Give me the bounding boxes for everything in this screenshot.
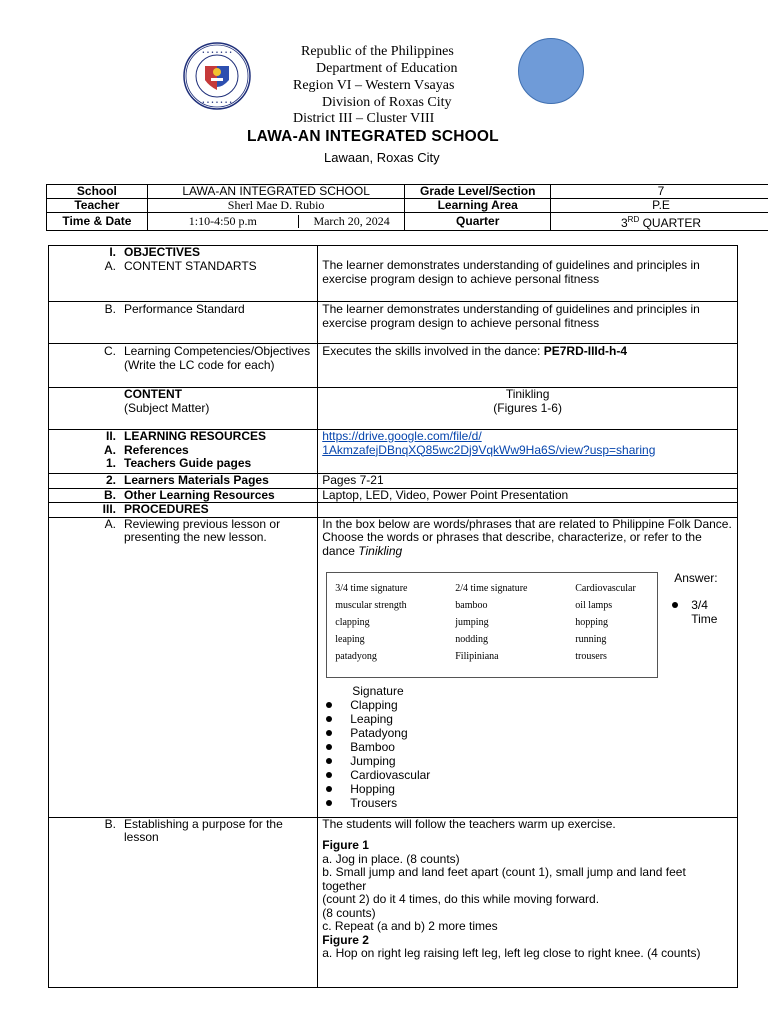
learning-resources-heading: LEARNING RESOURCES [124, 429, 267, 443]
bullet-icon [326, 758, 332, 764]
bullet-icon [326, 702, 332, 708]
content-standards-label: CONTENT STANDARTS [124, 258, 257, 273]
answer-label: Answer: [674, 571, 718, 585]
learning-area-label: Learning Area [405, 199, 551, 213]
objectives-number: I. [109, 245, 116, 259]
row-performance-standard: B. Performance Standard The learner demonstrates understanding of guidelines and principles in exercise program design to achieve personal fitness [49, 302, 738, 344]
content-standards-text: The learner demonstrates understanding of guidelines and principles in exercise program design to achieve personal fitness [322, 258, 700, 286]
logo-placeholder-circle [518, 38, 584, 104]
purpose-intro: The students will follow the teachers warm up exercise. [322, 816, 616, 831]
figure-2-title: Figure 2 [322, 932, 369, 947]
bullet-icon [326, 730, 332, 736]
word-box-item: leaping [335, 634, 365, 645]
figure-1-step-a: a. Jog in place. (8 counts) [322, 851, 460, 866]
bullet-icon [326, 772, 332, 778]
word-box-item: hopping [575, 617, 609, 628]
quarter-value: 3RD QUARTER [551, 213, 768, 231]
word-box-item: bamboo [455, 600, 488, 611]
word-box-item: oil lamps [575, 600, 613, 611]
word-box-item: 2/4 time signature [455, 583, 528, 594]
row-competencies: C. Learning Competencies/Objectives (Write the LC code for each) Executes the skills involved in the dance: PE7RD-IIId-h-4 [49, 344, 738, 388]
time-date-value [147, 213, 405, 231]
header-line-division: Division of Roxas City [322, 95, 452, 110]
svg-text:• • • • • • •: • • • • • • • [201, 50, 233, 56]
header-line-republic: Republic of the Philippines [301, 44, 454, 59]
word-box-item: Cardiovascular [575, 583, 636, 594]
bullet-icon [326, 716, 332, 722]
row-reviewing: A. Reviewing previous lesson or presenting the new lesson. In the box below are words/phrases that are related to Philippine Folk Dance. Choose the words or phrases that describe, characterize, or refer to the dance Tinikling 3/4 time signature 2/4 time signature Cardiovascular muscular strength bamboo oil lamps clapping jumping hopping leaping nodding running patadyong Filipiniana trousers Answer: 3/4 Time Signature Clapping Leaping Patadyong Bamboo Jumping Cardiovascular Hopping Trousers [49, 517, 738, 817]
lesson-info-table [46, 184, 768, 231]
answer-bullets [322, 698, 733, 810]
figure-1-title: Figure 1 [322, 838, 369, 852]
time-date-label: Time & Date [47, 213, 148, 231]
row-learning-resources: II. LEARNING RESOURCES A. References 1. Teachers Guide pages https://drive.google.com/file/d/ 1AkmzafejDBnqXQ85wc2Dj9VqkWw9Ha6S/view?usp=sharing [49, 430, 738, 474]
row-learners-materials: 2. Learners Materials Pages Pages 7-21 [49, 474, 738, 489]
objectives-heading: OBJECTIVES [124, 245, 201, 259]
answer-list [322, 684, 733, 698]
subject-matter-label: (Subject Matter) [124, 400, 210, 415]
row-content [49, 388, 738, 430]
word-box-item: trousers [575, 651, 607, 662]
answer-item: Jumping [326, 754, 733, 768]
word-box-item: running [575, 634, 607, 645]
content-figures: (Figures 1-6) [493, 400, 562, 415]
teachers-guide-label: Teachers Guide pages [124, 456, 252, 470]
row-establishing-purpose: B. Establishing a purpose for the lesson The students will follow the teachers warm up exercise. Figure 1 a. Jog in place. (8 counts) b. Small jump and land feet apart (count 1), small jump and land feet together (count 2) do it 4 times, do this while moving forward. (8 counts) c. Repeat (a and b) 2 more times Figure 2 a. Hop on right leg raising left leg, left leg close to right knee. (4 counts) [49, 817, 738, 987]
word-box [326, 572, 658, 678]
reviewing-label: Reviewing previous lesson or presenting the new lesson. [124, 516, 281, 544]
word-box-item: muscular strength [335, 600, 407, 611]
lesson-plan-table [48, 245, 738, 988]
school-title: LAWA-AN INTEGRATED SCHOOL [247, 128, 499, 145]
lc-code: PE7RD-IIId-h-4 [543, 344, 628, 358]
learners-materials-label: Learners Materials Pages [124, 473, 269, 487]
references-label: References [124, 442, 189, 457]
deped-seal-icon [183, 42, 251, 110]
answer-item: Leaping [326, 712, 733, 726]
word-box-item: patadyong [335, 651, 377, 662]
bullet-icon [326, 744, 332, 750]
grade-value: 7 [551, 185, 768, 199]
resource-link[interactable]: https://drive.google.com/file/d/ 1AkmzafejDBnqXQ85wc2Dj9VqkWw9Ha6S/view?usp=sharing [322, 429, 656, 457]
other-resources-value: Laptop, LED, Video, Power Point Presentation [318, 488, 738, 503]
grade-label: Grade Level/Section [405, 185, 551, 199]
row-other-resources: B. Other Learning Resources Laptop, LED, Video, Power Point Presentation [49, 488, 738, 503]
reviewing-instructions: In the box below are words/phrases that are related to Philippine Folk Dance. Choose the words or phrases that describe, characterize, or refer to the dance Tinikling [322, 516, 732, 558]
bullet-icon [326, 800, 332, 806]
svg-text:• • • • • • •: • • • • • • • [201, 100, 233, 106]
word-box-item: Filipiniana [455, 651, 499, 662]
figure-1-step-b: b. Small jump and land feet apart (count 1), small jump and land feet together [322, 865, 686, 893]
answer-item: Hopping [326, 782, 733, 796]
school-address: Lawaan, Roxas City [324, 150, 440, 165]
tinikling-italic: Tinikling [358, 543, 403, 558]
header-line-region: Region VI – Western Vsayas [293, 78, 455, 93]
competencies-label: Learning Competencies/Objectives (Write the LC code for each) [124, 344, 311, 372]
teacher-label: Teacher [47, 199, 148, 213]
row-procedures: III. PROCEDURES [49, 503, 738, 518]
figure-1-step-b3: (8 counts) [322, 905, 376, 920]
time-value: 1:10-4:50 p.m [148, 215, 299, 228]
word-box-item: 3/4 time signature [335, 583, 408, 594]
answer-first-item: 3/4 Time [672, 598, 717, 626]
header-line-district: District III – Cluster VIII [293, 111, 435, 126]
document-header [0, 0, 768, 180]
school-value: LAWA-AN INTEGRATED SCHOOL [147, 185, 405, 199]
learning-area-value: P.E [551, 199, 768, 213]
row-content-standards: I. OBJECTIVES A. CONTENT STANDARTS The learner demonstrates understanding of guidelines and principles in exercise program design to achieve personal fitness [49, 246, 738, 302]
word-box-item: jumping [455, 617, 489, 628]
other-resources-label: Other Learning Resources [124, 487, 275, 502]
word-box-item: clapping [335, 617, 370, 628]
answer-item: Clapping [326, 698, 733, 712]
figure-2-step-a: a. Hop on right leg raising left leg, left leg close to right knee. (4 counts) [322, 946, 701, 960]
answer-item: Trousers [326, 796, 733, 810]
quarter-label: Quarter [405, 213, 551, 231]
word-box-item: nodding [455, 634, 489, 645]
answer-continuation: Signature [352, 684, 404, 698]
figure-1-step-c: c. Repeat (a and b) 2 more times [322, 919, 498, 933]
performance-standard-label: Performance Standard [124, 302, 245, 316]
answer-item: Bamboo [326, 740, 733, 754]
answer-item: Patadyong [326, 726, 733, 740]
competencies-text: Executes the skills involved in the dance: PE7RD-IIId-h-4 [322, 344, 628, 358]
figure-1-step-b2: (count 2) do it 4 times, do this while moving forward. [322, 892, 600, 906]
teacher-value: Sherl Mae D. Rubio [147, 199, 405, 213]
content-title: Tinikling [505, 387, 550, 401]
purpose-label: Establishing a purpose for the lesson [124, 816, 283, 844]
procedures-heading: PROCEDURES [124, 502, 209, 516]
school-label: School [47, 185, 148, 199]
date-value: March 20, 2024 [313, 214, 390, 228]
header-line-deped: Department of Education [316, 61, 458, 76]
performance-standard-text: The learner demonstrates understanding of guidelines and principles in exercise program design to achieve personal fitness [322, 302, 700, 330]
answer-item: Cardiovascular [326, 768, 733, 782]
content-label: CONTENT [124, 387, 182, 401]
bullet-icon [326, 786, 332, 792]
learners-materials-value: Pages 7-21 [318, 474, 738, 489]
